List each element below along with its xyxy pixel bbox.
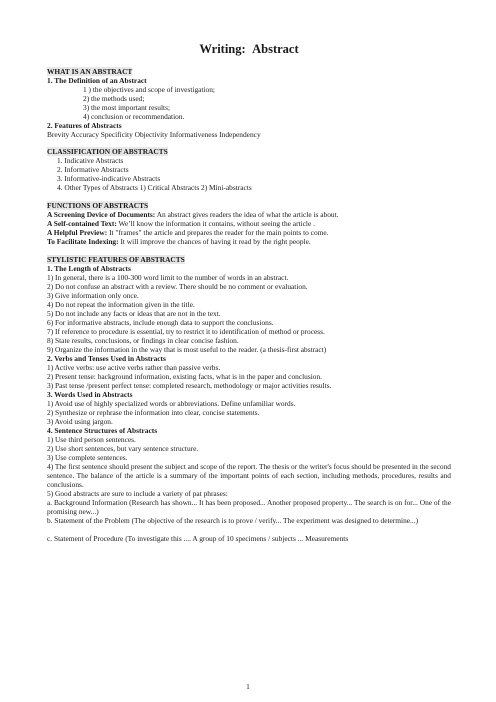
list-item: 3) Use complete sentences. (47, 453, 128, 462)
list-item: 9) Organize the information in the way that is most useful to the reader. (a thesis-first abstract) (47, 345, 327, 354)
list-item: 2) the methods used; (83, 94, 145, 103)
list-item: 2) Present tense: background information, existing facts, what is in the paper and conclusion. (47, 372, 323, 381)
section-heading-functions: FUNCTIONS OF ABSTRACTS (47, 201, 149, 210)
function-item: A Screening Device of Documents: An abstract gives readers the idea of what the article is about. (47, 210, 339, 219)
list-item: 1) In general, there is a 100-300 word limit to the number of words in an abstract. (47, 273, 289, 282)
list-item: 6) For informative abstracts, include enough data to support the conclusions. (47, 318, 274, 327)
paragraph: 4) The first sentence should present the subject and scope of the report. The thesis or the writer's focus should be presented in the second sentence. The balance of the article is a summary of the important points of each section, including methods, procedures, results and conclusions. (47, 462, 451, 489)
list-item: 1) Active verbs: use active verbs rather than passive verbs. (47, 363, 221, 372)
list-item: 3) the most important results; (83, 103, 171, 112)
list-item: 1) Use third person sentences. (47, 435, 136, 444)
function-item: To Facilitate Indexing: It will improve the chances of having it read by the right people. (47, 237, 311, 246)
paragraph: c. Statement of Procedure (To investigate this .... A group of 10 specimens / subjects ... Measurements (47, 534, 349, 543)
list-item: 4) Do not repeat the information given in the title. (47, 300, 195, 309)
list-item: 4. Other Types of Abstracts 1) Critical Abstracts 2) Mini-abstracts (57, 183, 252, 192)
list-item: 3. Informative-indicative Abstracts (57, 174, 161, 183)
section-heading-what-is-abstract: WHAT IS AN ABSTRACT (47, 67, 133, 76)
list-item: 1) Avoid use of highly specialized words or abbreviations. Define unfamiliar words. (47, 399, 296, 408)
function-item: A Helpful Preview: It "frames" the article and prepares the reader for the main points to come. (47, 228, 329, 237)
subheading-features: 2. Features of Abstracts (47, 121, 122, 130)
section-heading-classification: CLASSIFICATION OF ABSTRACTS (47, 147, 168, 156)
paragraph: a. Background Information (Research has shown... It has been proposed... Another proposed property... The search is on for... One of the promising new...) (47, 498, 451, 516)
list-item: 1. Indicative Abstracts (57, 156, 124, 165)
list-item: 8) State results, conclusions, or findings in clear concise fashion. (47, 336, 239, 345)
section-heading-stylistic: STYLISTIC FEATURES OF ABSTRACTS (47, 255, 185, 264)
list-item: 3) Past tense /present perfect tense: completed research, methodology or major activities results. (47, 381, 332, 390)
subheading-length: 1. The Length of Abstracts (47, 264, 131, 273)
list-item: 2) Do not confuse an abstract with a review. There should be no comment or evaluation. (47, 282, 308, 291)
page-title: Writing: Abstract (199, 42, 299, 56)
list-item: 3) Avoid using jargon. (47, 417, 113, 426)
list-item: 1 ) the objectives and scope of investigation; (83, 85, 215, 94)
list-item: 2. Informative Abstracts (57, 165, 129, 174)
list-item: 7) If reference to procedure is essential, try to restrict it to identification of method or process. (47, 327, 325, 336)
list-item: 2) Synthesize or rephrase the information into clear, concise statements. (47, 408, 260, 417)
subheading-definition: 1. The Definition of an Abstract (47, 76, 147, 85)
subheading-verbs: 2. Verbs and Tenses Used in Abstracts (47, 354, 166, 363)
list-item: 3) Give information only once. (47, 291, 139, 300)
subheading-words: 3. Words Used in Abstracts (47, 390, 133, 399)
list-item: 2) Use short sentences, but vary sentence structure. (47, 444, 199, 453)
features-list: Brevity Accuracy Specificity Objectivity Informativeness Independency (47, 130, 261, 139)
list-item: 5) Do not include any facts or ideas that are not in the text. (47, 309, 221, 318)
page-number: 1 (246, 682, 250, 691)
subheading-sentences: 4. Sentence Structures of Abstracts (47, 426, 158, 435)
list-item: 5) Good abstracts are sure to include a variety of pat phrases: (47, 489, 228, 498)
function-item: A Self-contained Text: We’ll know the information it contains, without seeing the article . (47, 219, 315, 228)
list-item: 4) conclusion or recommendation. (83, 112, 185, 121)
paragraph: b. Statement of the Problem (The objective of the research is to prove / verify... The experiment was designed to determine...) (47, 516, 419, 525)
